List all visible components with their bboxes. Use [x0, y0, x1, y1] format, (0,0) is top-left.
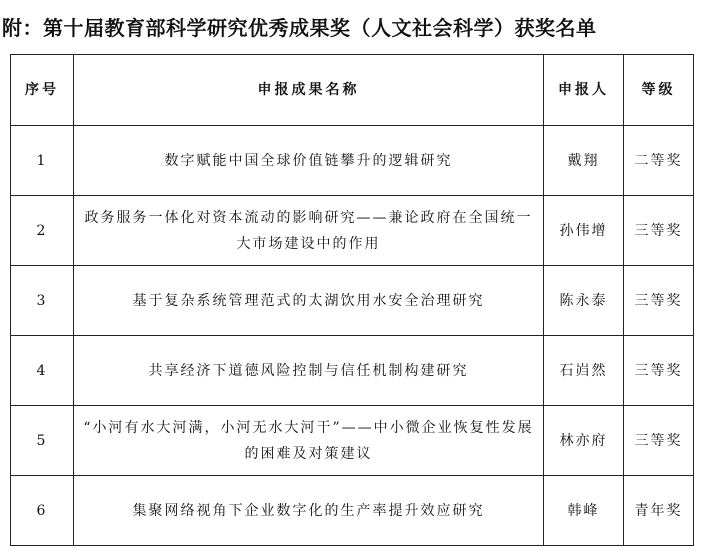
header-grade: 等级: [624, 55, 694, 126]
header-applicant: 申报人: [544, 55, 624, 126]
header-no: 序号: [11, 55, 74, 126]
cell-title: “小河有水大河满，小河无水大河干”——中小微企业恢复性发展的困难及对策建议: [74, 406, 544, 476]
table-row: [11, 406, 694, 476]
table-row: [11, 336, 694, 406]
cell-no: 2: [11, 196, 74, 266]
cell-title: 集聚网络视角下企业数字化的生产率提升效应研究: [74, 476, 544, 546]
cell-no: 4: [11, 336, 74, 406]
table-row: [11, 126, 694, 196]
page-title: 附：第十届教育部科学研究优秀成果奖（人文社会科学）获奖名单: [2, 16, 597, 40]
award-list-table: [10, 54, 694, 546]
cell-no: 6: [11, 476, 74, 546]
cell-grade: 三等奖: [624, 336, 694, 406]
cell-applicant: 孙伟增: [544, 196, 624, 266]
cell-title: 基于复杂系统管理范式的太湖饮用水安全治理研究: [74, 266, 544, 336]
cell-applicant: 戴翔: [544, 126, 624, 196]
table-header-row: [11, 55, 694, 126]
cell-no: 3: [11, 266, 74, 336]
cell-applicant: 林亦府: [544, 406, 624, 476]
cell-grade: 青年奖: [624, 476, 694, 546]
cell-grade: 二等奖: [624, 126, 694, 196]
cell-grade: 三等奖: [624, 406, 694, 476]
header-title: 申报成果名称: [74, 55, 544, 126]
cell-title: 共享经济下道德风险控制与信任机制构建研究: [74, 336, 544, 406]
table-row: [11, 266, 694, 336]
cell-applicant: 陈永泰: [544, 266, 624, 336]
cell-applicant: 石岿然: [544, 336, 624, 406]
table-row: [11, 196, 694, 266]
cell-grade: 三等奖: [624, 266, 694, 336]
cell-grade: 三等奖: [624, 196, 694, 266]
cell-no: 1: [11, 126, 74, 196]
cell-title: 数字赋能中国全球价值链攀升的逻辑研究: [74, 126, 544, 196]
table-row: [11, 476, 694, 546]
cell-applicant: 韩峰: [544, 476, 624, 546]
cell-title: 政务服务一体化对资本流动的影响研究——兼论政府在全国统一大市场建设中的作用: [74, 196, 544, 266]
cell-no: 5: [11, 406, 74, 476]
